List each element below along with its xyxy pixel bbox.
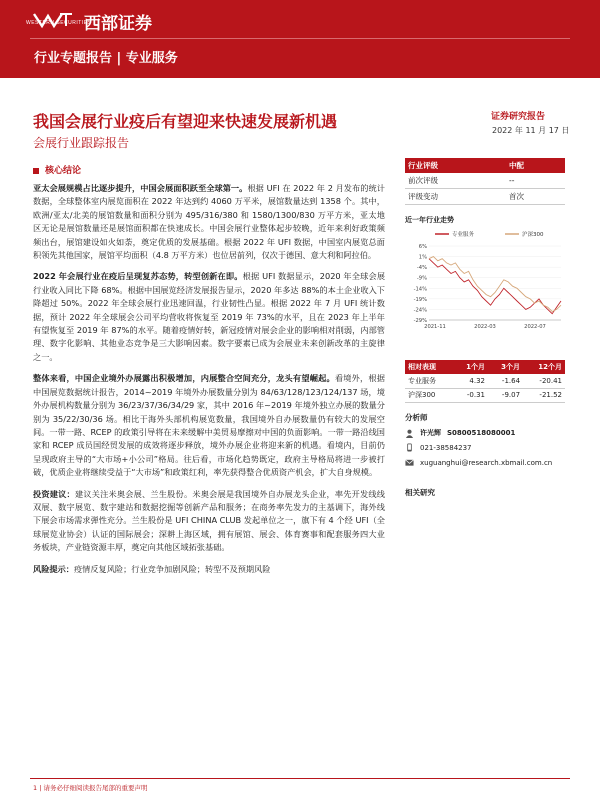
y-tick-label: -4% <box>416 265 427 272</box>
table-row: 沪深300 -0.31 -9.07 -21.52 <box>405 388 565 402</box>
rating-value: 中配 <box>506 158 565 173</box>
industry-trend-chart <box>405 226 565 336</box>
rating-row-label: 评级变动 <box>405 189 506 205</box>
paragraph: 投资建议：建议关注米奥会展、兰生股份。米奥会展是我国境外自办展龙头企业，率先开发线线双展、数字展览、数字建站和数据挖掘等创新产品和服务；在商务率先发力的主基调下，海外线下展会市场需求弹性充分。兰生股份是 UFI CHINA CLUB 发起单位之一，旗下有 4 个经 UFI（全球展览业协会）认证的国际展会；深耕上海区域，拥有展馆、展会、体育赛事和配套服务四大业务板块，产业链资源丰厚，奠定向其他区域拓张基础。 <box>33 488 385 553</box>
y-tick-label: 1% <box>418 254 427 261</box>
legend-label: 沪深300 <box>522 232 544 238</box>
report-subtitle: 会展行业跟踪报告 <box>33 136 130 150</box>
report-category: 行业专题报告 | 专业服务 <box>34 51 178 66</box>
square-bullet-icon <box>33 168 39 174</box>
email-icon <box>405 458 414 467</box>
footer-divider <box>30 778 570 779</box>
y-tick-label: -24% <box>413 307 427 314</box>
y-tick-label: 6% <box>418 244 427 250</box>
table-row: 专业服务 4.32 -1.64 -20.41 <box>405 374 565 388</box>
paragraph: 亚太会展规模占比逐步提升，中国会展面积跃至全球第一。根据 UFI 在 2022 年 2 月发布的统计数据，全球整体室内展览面积在 2022 年达到约 4060 万平米，展馆数量达到 1358 个。其中，欧洲/亚太/北美的展馆数量和面积分别为 495/316/380 和 1580/1300/830 万平方米，亚太地区无论是展馆数量还是展馆面积都在快速成长。中国会展行业整体起步较晚，近年来利好政策频频出台，展馆建设如火如荼，奠定优质的发展基础。根据 2022 年 UFI 数据，中国室内展览总面积领先其他国家，展馆平均面积（4.8 万平方米）也位居前列，仅次于德国、意大利和阿拉伯。 <box>33 183 385 261</box>
risk-paragraph: 风险提示：疫情反复风险；行业竞争加剧风险；转型不及预期风险 <box>33 563 271 574</box>
rating-label: 行业评级 <box>405 158 506 173</box>
y-tick-label: -29% <box>413 318 427 324</box>
legend-label: 专业服务 <box>452 232 475 238</box>
report-date: 2022 年 11 月 17 日 <box>492 126 570 135</box>
perf-header: 3个月 <box>488 360 523 374</box>
rating-row-value: -- <box>506 173 565 189</box>
report-body <box>33 182 385 584</box>
report-title: 我国会展行业疫后有望迎来快速发展新机遇 <box>33 112 338 131</box>
performance-table <box>405 360 565 403</box>
analyst-heading: 分析师 <box>405 413 428 422</box>
perf-header: 12个月 <box>523 360 565 374</box>
rating-row-label: 前次评级 <box>405 173 506 189</box>
logo-text: WESTERN SECURITIES <box>26 20 92 26</box>
section-heading: 核心结论 <box>33 163 81 176</box>
y-tick-label: -14% <box>413 286 427 293</box>
phone-icon <box>405 443 414 452</box>
paragraph: 2022 年会展行业在疫后呈现复苏态势，转型创新在即。根据 UFI 数据显示，2020 年全球会展行业收入同比下降 68%。根据中国展览经济发展报告显示，2020 年多达 88%的本土企业收入下降超过 50%。2022 年全球会展行业迅速回温，行业韧性凸显。根据 2022 年 7 月 UFI 统计数据，预计 2022 年全球展会公司平均营收将恢复至 2019 年 73%的水平，且在 2023 年上半年有望恢复至 2019 年 87%的水平。随着疫情好转，新冠疫情对展会企业的影响相对削弱，内部管理、数字化影响、其他业态竞争是三大影响因素。数字要素已成为会展业未来创新改革的主旋律之一。 <box>33 271 386 362</box>
analyst-email-row[interactable]: xuguanghui@research.xbmail.com.cn <box>405 458 552 467</box>
analyst-phone-row: 021-38584237 <box>405 443 472 452</box>
y-tick-label: -9% <box>416 275 427 282</box>
rating-table <box>405 158 565 205</box>
perf-header: 相对表现 <box>405 360 453 374</box>
analyst-name-row: 许光辉 S0800518080001 <box>405 428 515 438</box>
perf-header: 1个月 <box>453 360 488 374</box>
x-tick-label: 2022-03 <box>474 324 496 330</box>
x-tick-label: 2022-07 <box>524 324 546 330</box>
person-icon <box>405 429 414 438</box>
chart-title: 近一年行业走势 <box>405 216 454 224</box>
header-bar <box>0 0 600 78</box>
x-tick-label: 2021-11 <box>424 324 446 330</box>
series-line <box>429 257 561 312</box>
brand-name: 西部证券 <box>84 14 152 34</box>
paragraph: 整体来看，中国企业境外办展露出积极增加，内展整合空间充分，龙头有望崛起。看境外，根据中国展览数据统计报告，2014~2019 年境外办展数量分别为 84/63/128/123/124/137 场，境外办展机构数量分别为 36/23/37/36/34/29 家，其中 2016 年~2019 年境外独立办展的数量分别为 35/22/30/36 场。相比于海外头部机构展览数量，我国境外自办展数量仍有较大的发展空间。一带一路、RCEP 的政策引导将在未来缓解中美贸易摩擦对中国的负面影响。一带一路沿线国家和 RCEP 成员国经贸发展的成效将逐步释放，境外办展企业将迎来新的机遇。看境内，目前仍呈现政府主导的“大市场+小公司”格局。往后看，市场化趋势既定，政府主导格局将进一步被打破，优质企业将继续受益于“大市场”和政策红利，率先获得整合优质资产机会，扩大自身规模。 <box>33 373 385 478</box>
header-divider <box>30 38 570 39</box>
y-tick-label: -19% <box>413 296 427 303</box>
report-type-tag: 证券研究报告 <box>491 112 546 122</box>
rating-row-value: 首次 <box>506 189 565 205</box>
footer-disclaimer: 1 | 请务必仔细阅读报告尾部的重要声明 <box>33 784 148 792</box>
rating-panel <box>405 158 565 205</box>
related-research-heading: 相关研究 <box>405 488 435 497</box>
